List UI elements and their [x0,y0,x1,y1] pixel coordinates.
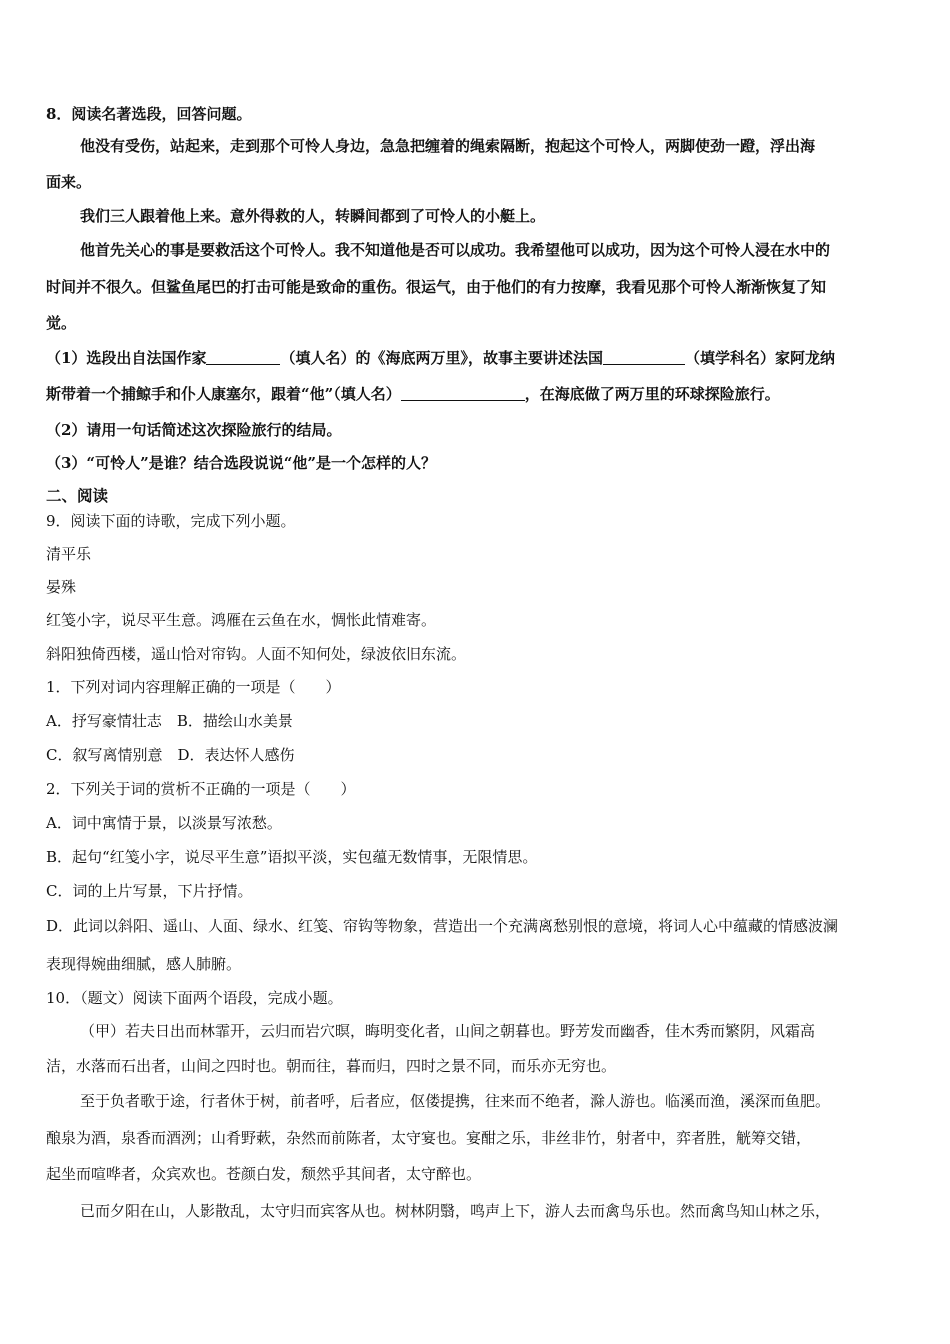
q10-para-line: 至于负者歌于途，行者休于树，前者呼，后者应，伛偻提携，往来而不绝者，滁人游也。临溪而渔，溪深而鱼肥。 [80,1092,831,1110]
q9-sq1-options[interactable]: C．叙写离情别意 D．表达怀人感伤 [46,746,295,764]
section-heading: 二、阅读 [46,486,109,505]
poem-verse: 斜阳独倚西楼，遥山恰对帘钩。人面不知何处，绿波依旧东流。 [46,645,467,663]
q9-intro: 9．阅读下面的诗歌，完成下列小题。 [46,512,296,530]
q9-sq2-option-a[interactable]: A．词中寓情于景，以淡景写浓愁。 [46,814,282,832]
poem-title: 清平乐 [46,545,92,563]
answer-blank-discipline[interactable] [603,350,685,365]
q8-sub1-text: （1）选段出自法国作家 [46,349,207,367]
poem-author: 晏殊 [46,578,77,596]
q9-sq2-option-d[interactable]: D．此词以斜阳、遥山、人面、绿水、红笺、帘钩等物象，营造出一个充满离愁别恨的意境，将词人心中蕴藏的情感波澜 [46,917,839,935]
q10-para-line: 起坐而喧哗者，众宾欢也。苍颜白发，颓然乎其间者，太守醉也。 [46,1165,482,1183]
q10-para-line: 洁，水落而石出者，山间之四时也。朝而往，暮而归，四时之景不同，而乐亦无穷也。 [46,1057,617,1075]
q8-passage-line: 觉。 [46,314,77,332]
q9-sq2-option-b[interactable]: B．起句“红笺小字，说尽平生意”语拟平淡，实包蕴无数情事，无限情思。 [46,848,538,866]
q8-sub1-text: （填学科名）家阿龙纳 [684,349,835,367]
q10-intro: 10．（题文）阅读下面两个语段，完成小题。 [46,989,343,1007]
q8-passage-line: 他首先关心的事是要救活这个可怜人。我不知道他是否可以成功。我希望他可以成功，因为这个可怜人浸在水中的 [80,241,831,259]
q8-passage-line: 我们三人跟着他上来。意外得救的人，转瞬间都到了可怜人的小艇上。 [80,207,546,225]
q8-sub1-line1 [46,348,835,368]
q9-sq2-option-d-cont: 表现得婉曲细腻，感人肺腑。 [46,955,242,973]
q8-passage-line: 面来。 [46,173,92,191]
answer-blank-author[interactable] [206,350,280,365]
q9-sq2-stem: 2．下列关于词的赏析不正确的一项是（ ） [46,780,356,798]
poem-verse: 红笺小字，说尽平生意。鸿雁在云鱼在水，惆怅此情难寄。 [46,611,437,629]
q8-passage-line: 他没有受伤，站起来，走到那个可怜人身边，急急把缠着的绳索隔断，抱起这个可怜人，两脚使劲一蹬，浮出海 [80,137,816,155]
q8-passage-line: 时间并不很久。但鲨鱼尾巴的打击可能是致命的重伤。很运气，由于他们的有力按摩，我看见那个可怜人渐渐恢复了知 [46,278,827,296]
q10-para-line: 酿泉为酒，泉香而酒洌；山肴野蔌，杂然而前陈者，太守宴也。宴酣之乐，非丝非竹，射者中，弈者胜，觥筹交错， [46,1129,812,1147]
q9-sq1-stem: 1．下列对词内容理解正确的一项是（ ） [46,678,341,696]
q9-sq1-options[interactable]: A．抒写豪情壮志 B．描绘山水美景 [46,712,293,730]
q8-sub3: （3）“可怜人”是谁？结合选段说说“他”是一个怎样的人？ [46,454,436,472]
q8-sub1-text: （填人名）的《海底两万里》，故事主要讲述法国 [280,349,603,367]
q10-para-line: （甲）若夫日出而林霏开，云归而岩穴暝，晦明变化者，山间之朝暮也。野芳发而幽香，佳木秀而繁阴，风霜高 [80,1022,816,1040]
q10-para-line: 已而夕阳在山，人影散乱，太守归而宾客从也。树林阴翳，鸣声上下，游人去而禽鸟乐也。然而禽鸟知山林之乐， [80,1202,831,1220]
q8-sub1-text: ，在海底做了两万里的环球探险旅行。 [524,385,780,403]
answer-blank-name[interactable] [401,386,525,401]
q9-sq2-option-c[interactable]: C．词的上片写景，下片抒情。 [46,882,253,900]
q8-title: 8．阅读名著选段，回答问题。 [46,105,252,123]
q8-sub2: （2）请用一句话简述这次探险旅行的结局。 [46,421,342,439]
q8-sub1-line2 [46,384,780,404]
q8-sub1-text: 斯带着一个捕鲸手和仆人康塞尔，跟着“他”（填人名） [46,385,401,403]
